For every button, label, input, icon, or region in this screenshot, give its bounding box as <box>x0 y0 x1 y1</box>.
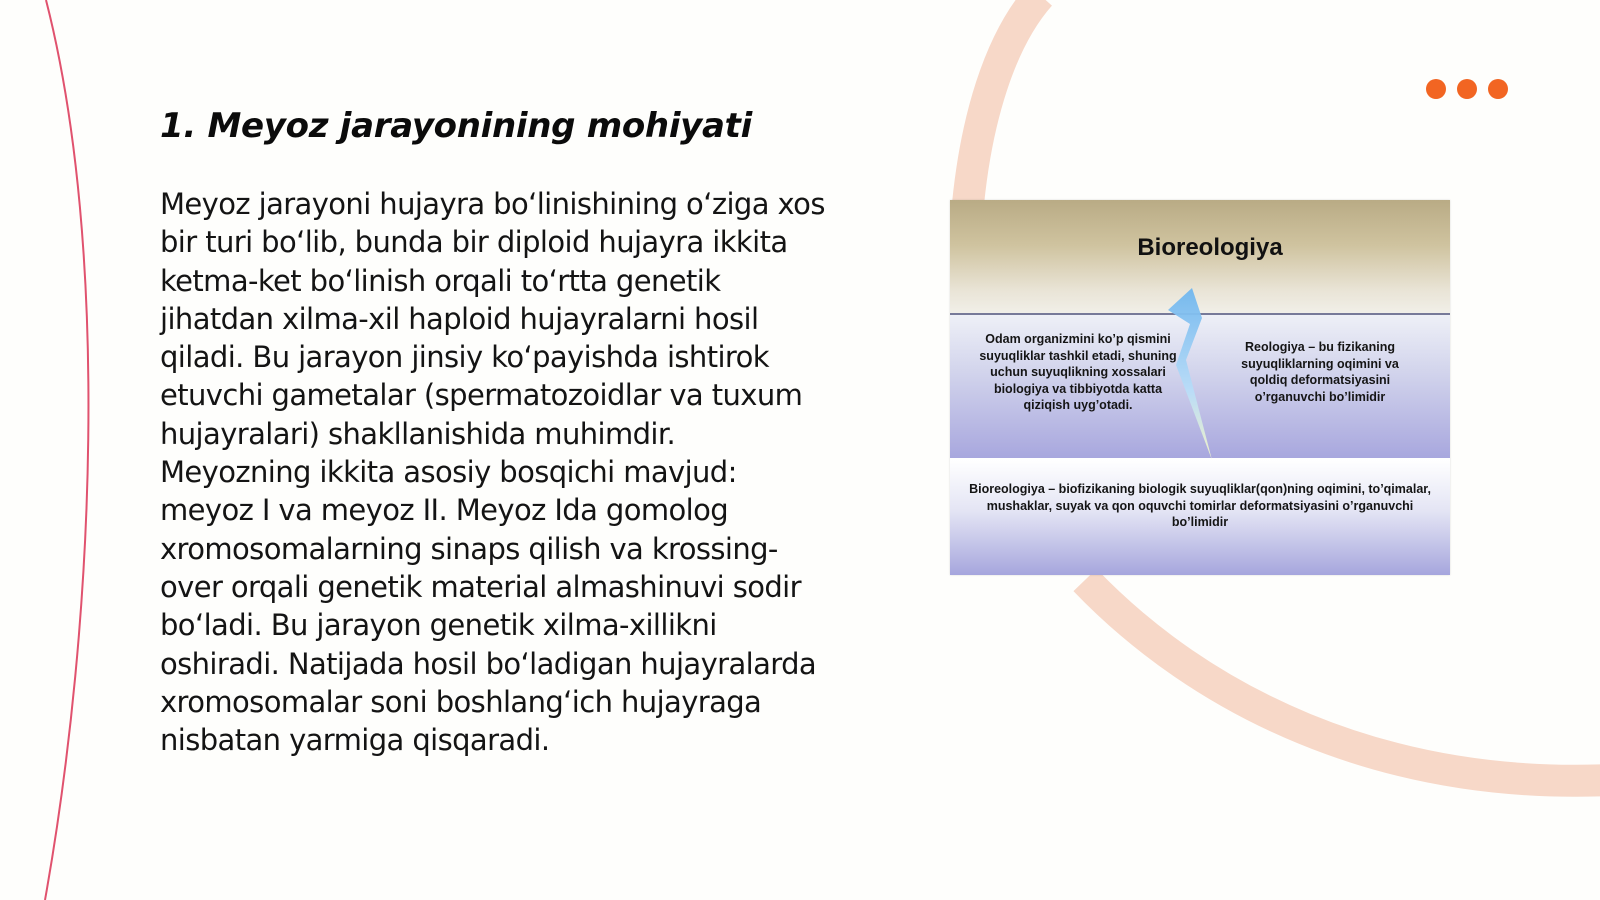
decorative-arc-bottom <box>1085 580 1600 781</box>
accent-dot <box>1426 79 1446 99</box>
figure-title: Bioreologiya <box>1137 234 1283 261</box>
accent-dot <box>1457 79 1477 99</box>
figure-bottom-text: Bioreologiya – biofizikaning biologik suyuqliklar(qon)ning oqimini, to’qimalar, mushaklar, suyak va qon oquvchi tomirlar deformatsiyasini o’rganuvchi bo’limidir <box>969 482 1431 529</box>
accent-dots <box>1426 79 1508 99</box>
figure-right-text: Reologiya – bu fizikaning suyuqliklarning oqimini va qoldiq deformatsiyasini o’rganuvchi bo’limidir <box>1241 340 1399 404</box>
slide-title: 1. Meyoz jarayonining mohiyati <box>160 106 752 146</box>
accent-dot <box>1488 79 1508 99</box>
bioreologiya-figure <box>950 200 1450 575</box>
figure-left-text: Odam organizmini ko’p qismini suyuqliklar tashkil etadi, shuning uchun suyuqlikning xossalari biologiya va tibbiyotda katta qiziqish uyg’otadi. <box>979 332 1177 412</box>
left-curve-line <box>45 0 88 900</box>
slide-body-text: Meyoz jarayoni hujayra bo‘linishining o‘ziga xos bir turi bo‘lib, bunda bir diploid hujayra ikkita ketma-ket bo‘linish orqali to‘rtta genetik jihatdan xilma-xil haploid hujayralarni hosil qiladi. Bu jarayon jinsiy ko‘payishda ishtirok etuvchi gametalar (spermatozoidlar va tuxum hujayralari) shakllanishida muhimdir. Meyozning ikkita asosiy bosqichi mavjud: meyoz I va meyoz II. Meyoz Ida gomolog xromosomalarning sinaps qilish va krossing-over orqali genetik material almashinuvi sodir bo‘ladi. Bu jarayon genetik xilma-xillikni oshiradi. Natijada hosil bo‘ladigan hujayralarda xromosomalar soni boshlang‘ich hujayraga nisbatan yarmiga qisqaradi. <box>160 187 825 758</box>
decorative-arc-top <box>967 0 1040 215</box>
